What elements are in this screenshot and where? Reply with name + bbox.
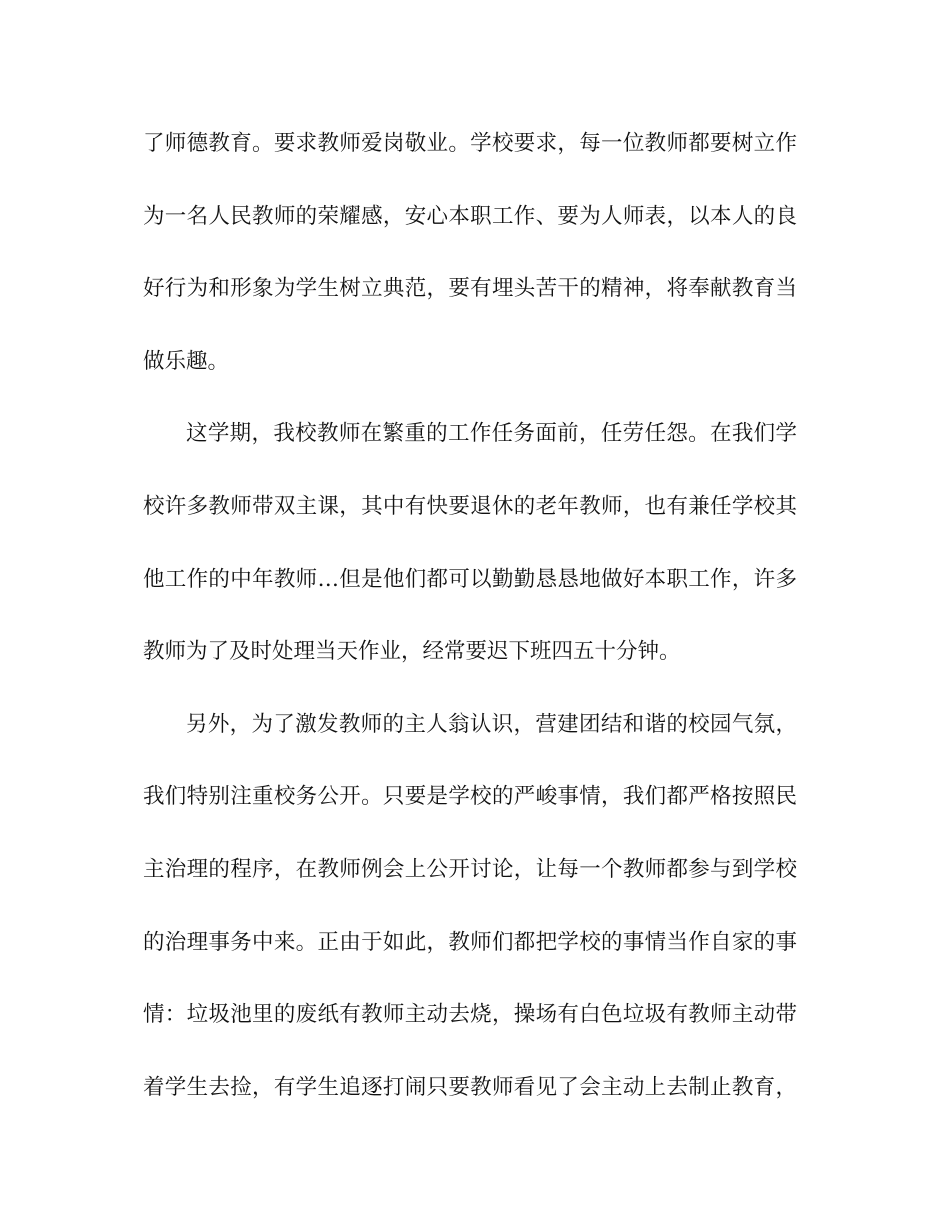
text-line: 主治理的程序，在教师例会上公开讨论，让每一个教师都参与到学校	[143, 856, 797, 882]
paragraph-first-line: 另外，为了激发教师的主人翁认识，营建团结和谐的校园气氛，	[186, 711, 797, 737]
text-line: 校许多教师带双主课，其中有快要退休的老年教师，也有兼任学校其	[143, 493, 797, 519]
text-line: 情：垃圾池里的废纸有教师主动去烧，操场有白色垃圾有教师主动带	[143, 1002, 797, 1028]
text-line: 为一名人民教师的荣耀感，安心本职工作、要为人师表，以本人的良	[143, 203, 797, 229]
text-line: 他工作的中年教师…但是他们都可以勤勤恳恳地做好本职工作，许多	[143, 566, 797, 592]
text-line: 的治理事务中来。正由于如此，教师们都把学校的事情当作自家的事	[143, 929, 797, 955]
body-text	[143, 116, 797, 1132]
text-line: 好行为和形象为学生树立典范，要有埋头苦干的精神，将奉献教育当	[143, 276, 797, 302]
paragraph-first-line: 这学期，我校教师在繁重的工作任务面前，任劳任怨。在我们学	[186, 421, 797, 447]
text-line: 了师德教育。要求教师爱岗敬业。学校要求，每一位教师都要树立作	[143, 131, 797, 156]
text-line: 我们特别注重校务公开。只要是学校的严峻事情，我们都严格按照民	[143, 784, 797, 810]
text-line: 着学生去捡，有学生追逐打闹只要教师看见了会主动上去制止教育，	[143, 1074, 797, 1100]
text-line: 做乐趣。	[143, 348, 230, 374]
text-line: 教师为了及时处理当天作业，经常要迟下班四五十分钟。	[143, 639, 681, 665]
